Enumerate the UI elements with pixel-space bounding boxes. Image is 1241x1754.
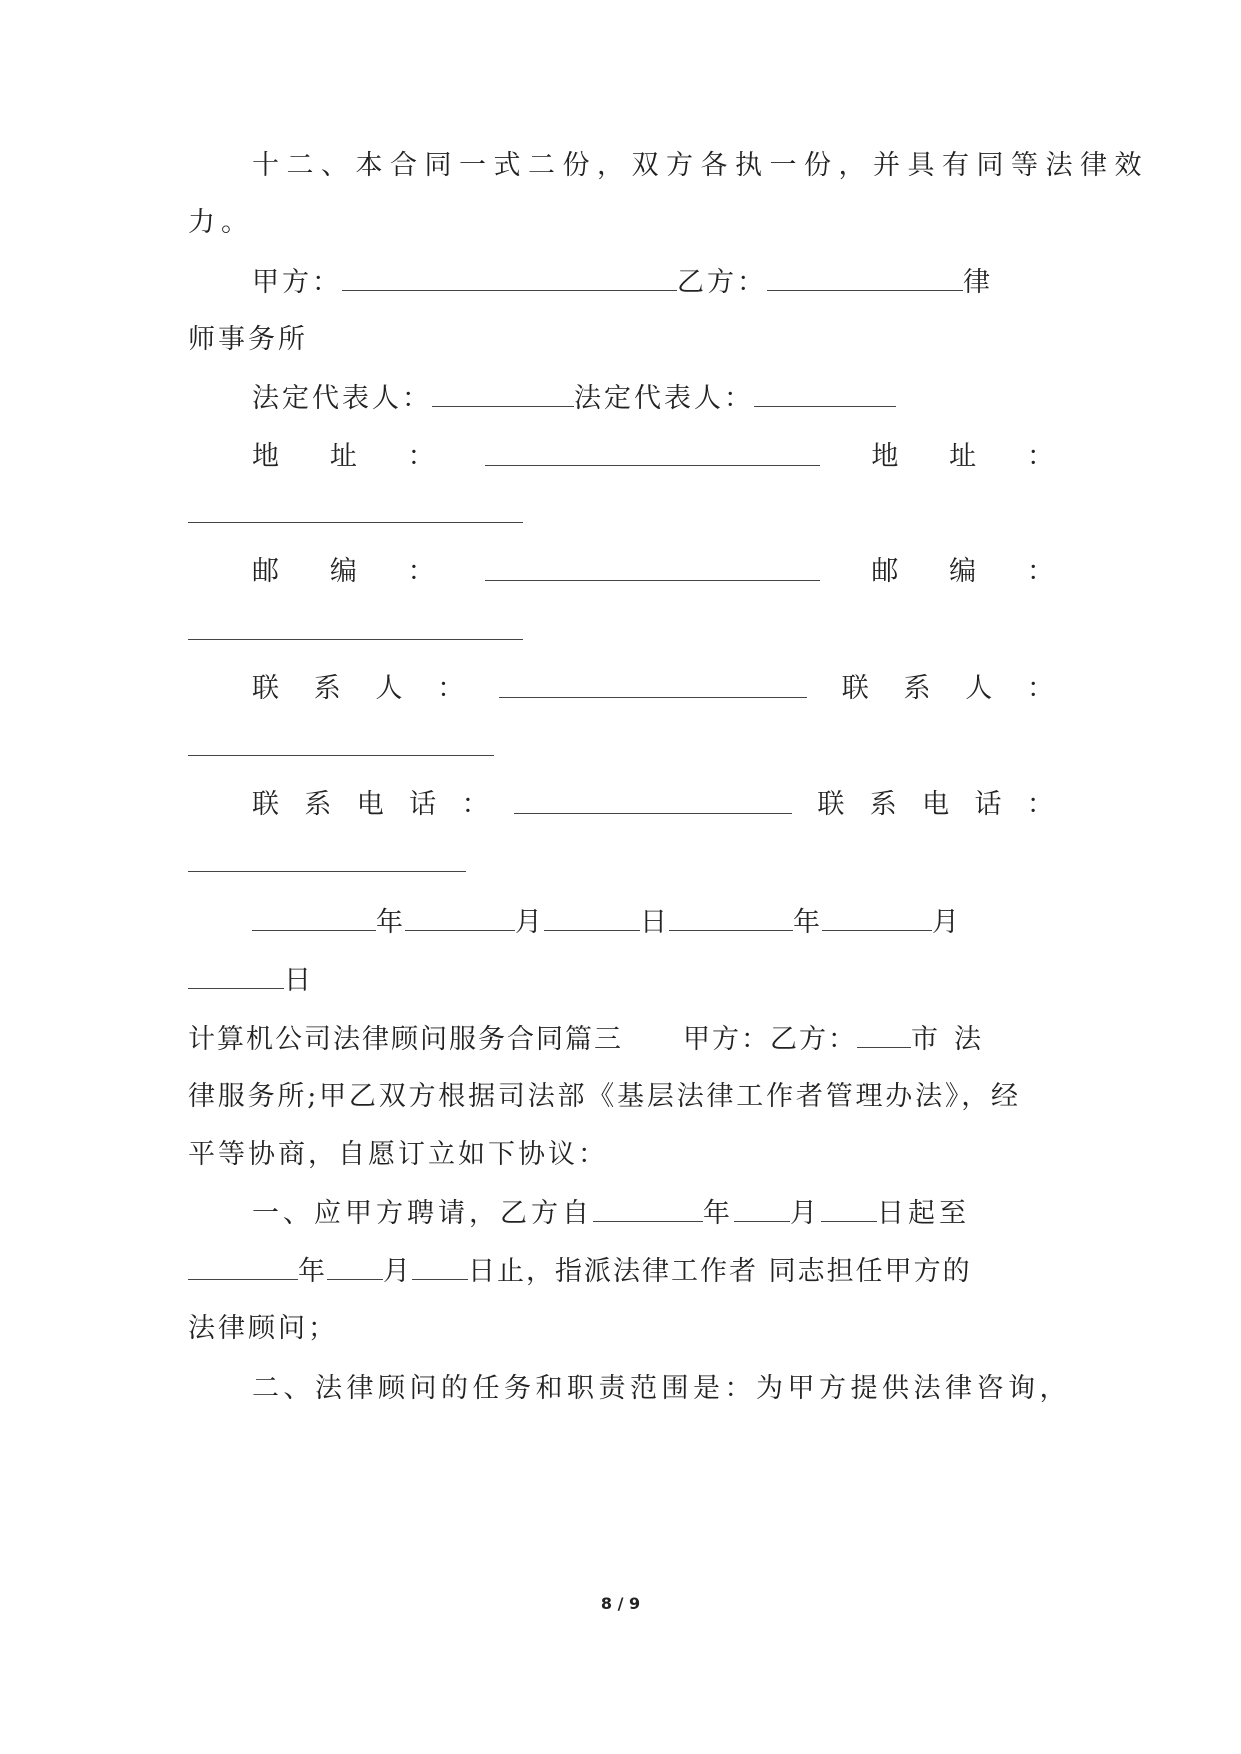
clause-12-line-1: 十二、本合同一式二份，双方各执一份，并具有同等法律效: [252, 150, 1149, 181]
contact-b-char-3: 人: [965, 673, 993, 704]
page-number: 8 / 9: [600, 1594, 641, 1613]
city-blank[interactable]: [857, 1019, 911, 1048]
date-a-year-label: 年: [376, 907, 405, 938]
party-a-label: 甲方：: [252, 267, 342, 298]
address-line: [252, 437, 1054, 477]
contact-a-char-2: 系: [313, 673, 341, 704]
contact-a-char-1: 联: [252, 673, 279, 704]
contact-b-char-2: 系: [903, 673, 931, 704]
date-a-month-blank[interactable]: [405, 902, 515, 931]
contract-3-parties: 甲方：乙方：: [683, 1024, 857, 1055]
party-b-suffix: 律: [963, 267, 993, 298]
contract-3-title: 计算机公司法律顾问服务合同篇三: [188, 1024, 623, 1055]
party-line: [252, 262, 1054, 303]
contact-b-char-1: 联: [841, 673, 869, 704]
zip-b-blank[interactable]: [188, 639, 523, 640]
phone-a-blank[interactable]: [514, 785, 792, 814]
city-label: 市: [911, 1024, 940, 1055]
phone-line: [252, 785, 1054, 825]
zip-a-char-1: 邮: [252, 556, 279, 587]
clause-1-line-2: [188, 1251, 1054, 1292]
phone-b-char-3: 电: [922, 789, 950, 820]
address-b-char-1: 地: [871, 441, 899, 472]
legal-rep-a-label: 法定代表人：: [252, 383, 432, 414]
phone-b-char-1: 联: [817, 789, 845, 820]
phone-a-char-2: 系: [304, 789, 332, 820]
party-a-blank[interactable]: [342, 262, 677, 291]
clause-1-line-3: 法律顾问；: [188, 1313, 338, 1344]
date-b-month-label: 月: [932, 907, 961, 938]
start-month-label: 月: [790, 1198, 821, 1229]
address-a-blank[interactable]: [485, 437, 820, 466]
legal-rep-b-blank[interactable]: [754, 378, 896, 407]
clause-2-line-1: 二、法律顾问的任务和职责范围是：为甲方提供法律咨询，: [252, 1373, 1071, 1404]
date-b-day-label: 日: [284, 965, 317, 996]
date-a-day-blank[interactable]: [544, 902, 640, 931]
contact-b-colon: ：: [1027, 673, 1054, 704]
phone-b-char-4: 话: [974, 789, 1002, 820]
end-day-blank[interactable]: [412, 1251, 468, 1280]
party-b-blank[interactable]: [767, 262, 963, 291]
zip-b-colon: ：: [1026, 556, 1054, 587]
contact-a-colon: ：: [437, 673, 465, 704]
start-day-label: 日起至: [877, 1198, 970, 1229]
end-month-label: 月: [383, 1256, 412, 1287]
phone-b-char-2: 系: [869, 789, 897, 820]
end-day-label: 日止，指派法律工作者 同志担任甲方的: [468, 1256, 972, 1287]
clause-1-intro: 一、应甲方聘请，乙方自: [252, 1198, 593, 1229]
end-year-blank[interactable]: [188, 1251, 298, 1280]
address-a-char-2: 址: [329, 441, 357, 472]
contract-3-heading-line: [188, 1019, 1054, 1060]
end-month-blank[interactable]: [327, 1251, 383, 1280]
date-a-year-blank[interactable]: [252, 902, 376, 931]
address-b-colon: ：: [1026, 441, 1054, 472]
address-b-blank[interactable]: [188, 522, 523, 523]
contract-3-line-3: 平等协商，自愿订立如下协议：: [188, 1139, 608, 1170]
zip-line: [252, 552, 1054, 592]
zip-a-blank[interactable]: [485, 552, 820, 581]
phone-a-char-4: 话: [409, 789, 437, 820]
zip-b-char-1: 邮: [871, 556, 899, 587]
law-firm-line: 师事务所: [188, 324, 308, 355]
date-b-day-blank[interactable]: [188, 960, 284, 989]
start-year-blank[interactable]: [593, 1193, 703, 1222]
zip-a-char-2: 编: [329, 556, 357, 587]
law-char: 法: [954, 1024, 983, 1055]
date-b-day-line: [188, 960, 1054, 1001]
legal-rep-b-label: 法定代表人：: [574, 383, 754, 414]
zip-b-char-2: 编: [949, 556, 977, 587]
date-b-year-blank[interactable]: [669, 902, 793, 931]
end-year-label: 年: [298, 1256, 327, 1287]
date-a-day-label: 日: [640, 907, 669, 938]
phone-a-colon: ：: [461, 789, 489, 820]
party-b-label: 乙方：: [677, 267, 767, 298]
phone-a-char-3: 电: [356, 789, 384, 820]
date-line: [252, 902, 1054, 943]
date-b-year-label: 年: [793, 907, 822, 938]
address-b-char-2: 址: [949, 441, 977, 472]
contract-3-line-2: 律服务所;甲乙双方根据司法部《基层法律工作者管理办法》，经: [188, 1081, 1021, 1112]
phone-b-colon: ：: [1026, 789, 1054, 820]
date-b-month-blank[interactable]: [822, 902, 932, 931]
legal-rep-line: [252, 378, 1054, 419]
contact-b-blank[interactable]: [188, 755, 494, 756]
address-a-colon: ：: [407, 441, 435, 472]
contact-a-blank[interactable]: [499, 669, 807, 698]
clause-12-line-2: 力。: [188, 207, 254, 238]
start-month-blank[interactable]: [734, 1193, 790, 1222]
legal-rep-a-blank[interactable]: [432, 378, 574, 407]
start-year-label: 年: [703, 1198, 734, 1229]
address-a-char-1: 地: [252, 441, 279, 472]
contact-line: [252, 669, 1054, 709]
phone-a-char-1: 联: [252, 789, 279, 820]
phone-b-blank[interactable]: [188, 871, 466, 872]
contact-a-char-3: 人: [375, 673, 403, 704]
date-a-month-label: 月: [515, 907, 544, 938]
clause-1-line-1: [252, 1193, 1054, 1234]
zip-a-colon: ：: [407, 556, 435, 587]
start-day-blank[interactable]: [821, 1193, 877, 1222]
